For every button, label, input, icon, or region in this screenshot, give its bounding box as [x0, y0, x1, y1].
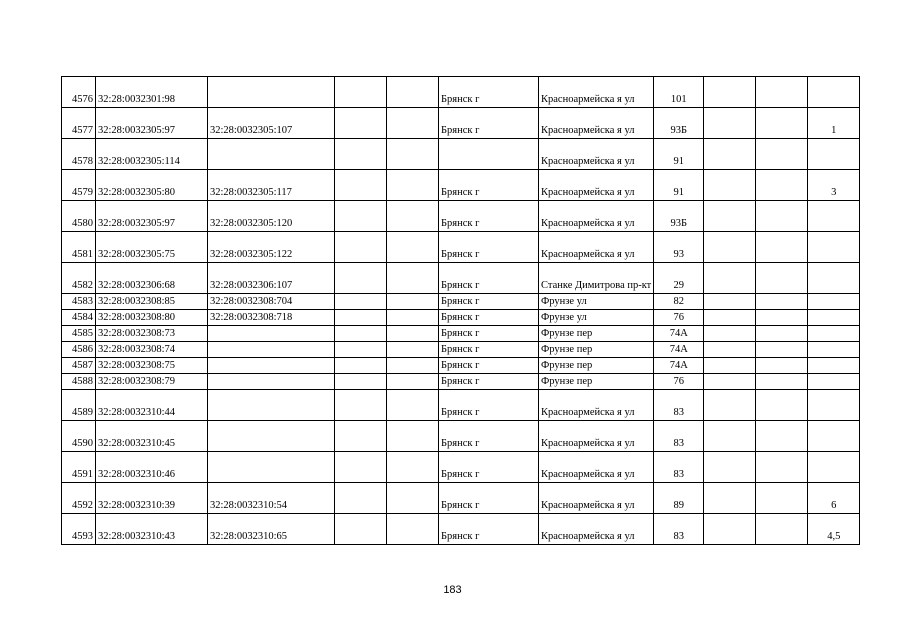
- city-cell: Брянск г: [439, 294, 539, 310]
- empty-cell: [335, 326, 387, 342]
- house-number-cell: 83: [654, 421, 704, 452]
- apartment-cell: [808, 77, 860, 108]
- empty-cell: [387, 77, 439, 108]
- house-number-cell: 74А: [654, 358, 704, 374]
- cadastral-number-cell: 32:28:0032308:74: [96, 342, 208, 358]
- table-row: [62, 232, 860, 263]
- empty-cell: [756, 390, 808, 421]
- empty-cell: [335, 294, 387, 310]
- house-number-cell: 76: [654, 374, 704, 390]
- empty-cell: [756, 139, 808, 170]
- related-cadastral-cell: 32:28:0032305:117: [208, 170, 335, 201]
- empty-cell: [387, 139, 439, 170]
- row-number-cell: 4578: [62, 139, 96, 170]
- cadastral-number-cell: 32:28:0032305:75: [96, 232, 208, 263]
- empty-cell: [335, 232, 387, 263]
- street-cell: Фрунзе пер: [539, 342, 654, 358]
- empty-cell: [387, 201, 439, 232]
- house-number-cell: 83: [654, 514, 704, 545]
- city-cell: Брянск г: [439, 514, 539, 545]
- cadastral-number-cell: 32:28:0032305:114: [96, 139, 208, 170]
- table-row: [62, 421, 860, 452]
- empty-cell: [704, 358, 756, 374]
- apartment-cell: [808, 310, 860, 326]
- row-number-cell: 4590: [62, 421, 96, 452]
- empty-cell: [704, 514, 756, 545]
- empty-cell: [704, 326, 756, 342]
- city-cell: Брянск г: [439, 77, 539, 108]
- apartment-cell: [808, 326, 860, 342]
- empty-cell: [704, 421, 756, 452]
- row-number-cell: 4577: [62, 108, 96, 139]
- empty-cell: [704, 263, 756, 294]
- empty-cell: [756, 232, 808, 263]
- cadastral-number-cell: 32:28:0032310:45: [96, 421, 208, 452]
- apartment-cell: [808, 201, 860, 232]
- row-number-cell: 4586: [62, 342, 96, 358]
- street-cell: Фрунзе ул: [539, 294, 654, 310]
- empty-cell: [704, 108, 756, 139]
- related-cadastral-cell: 32:28:0032305:120: [208, 201, 335, 232]
- city-cell: Брянск г: [439, 310, 539, 326]
- table-row: [62, 294, 860, 310]
- table-row: [62, 452, 860, 483]
- empty-cell: [335, 108, 387, 139]
- street-cell: Красноармейска я ул: [539, 201, 654, 232]
- city-cell: Брянск г: [439, 326, 539, 342]
- table-row: [62, 170, 860, 201]
- city-cell: [439, 139, 539, 170]
- related-cadastral-cell: [208, 139, 335, 170]
- table-body: [62, 77, 860, 545]
- empty-cell: [756, 294, 808, 310]
- house-number-cell: 74А: [654, 342, 704, 358]
- row-number-cell: 4583: [62, 294, 96, 310]
- row-number-cell: 4591: [62, 452, 96, 483]
- cadastral-number-cell: 32:28:0032308:73: [96, 326, 208, 342]
- cadastral-number-cell: 32:28:0032305:97: [96, 108, 208, 139]
- city-cell: Брянск г: [439, 358, 539, 374]
- empty-cell: [704, 201, 756, 232]
- empty-cell: [335, 342, 387, 358]
- apartment-cell: [808, 421, 860, 452]
- city-cell: Брянск г: [439, 452, 539, 483]
- table-row: [62, 483, 860, 514]
- empty-cell: [756, 326, 808, 342]
- row-number-cell: 4579: [62, 170, 96, 201]
- house-number-cell: 91: [654, 170, 704, 201]
- related-cadastral-cell: [208, 374, 335, 390]
- empty-cell: [335, 514, 387, 545]
- street-cell: Станке Димитрова пр-кт: [539, 263, 654, 294]
- table-row: [62, 263, 860, 294]
- city-cell: Брянск г: [439, 421, 539, 452]
- empty-cell: [756, 342, 808, 358]
- city-cell: Брянск г: [439, 263, 539, 294]
- apartment-cell: 6: [808, 483, 860, 514]
- apartment-cell: [808, 358, 860, 374]
- empty-cell: [387, 108, 439, 139]
- related-cadastral-cell: [208, 390, 335, 421]
- related-cadastral-cell: [208, 342, 335, 358]
- house-number-cell: 82: [654, 294, 704, 310]
- empty-cell: [756, 514, 808, 545]
- empty-cell: [335, 374, 387, 390]
- empty-cell: [335, 310, 387, 326]
- table-row: [62, 310, 860, 326]
- row-number-cell: 4581: [62, 232, 96, 263]
- house-number-cell: 76: [654, 310, 704, 326]
- empty-cell: [704, 170, 756, 201]
- related-cadastral-cell: [208, 358, 335, 374]
- empty-cell: [756, 77, 808, 108]
- cadastral-number-cell: 32:28:0032310:39: [96, 483, 208, 514]
- street-cell: Красноармейска я ул: [539, 452, 654, 483]
- house-number-cell: 29: [654, 263, 704, 294]
- apartment-cell: [808, 390, 860, 421]
- related-cadastral-cell: 32:28:0032310:54: [208, 483, 335, 514]
- row-number-cell: 4587: [62, 358, 96, 374]
- house-number-cell: 74А: [654, 326, 704, 342]
- city-cell: Брянск г: [439, 108, 539, 139]
- table-row: [62, 358, 860, 374]
- related-cadastral-cell: 32:28:0032308:704: [208, 294, 335, 310]
- cadastral-number-cell: 32:28:0032305:97: [96, 201, 208, 232]
- city-cell: Брянск г: [439, 483, 539, 514]
- empty-cell: [387, 310, 439, 326]
- table-row: [62, 514, 860, 545]
- street-cell: Красноармейска я ул: [539, 483, 654, 514]
- empty-cell: [756, 170, 808, 201]
- table-row: [62, 326, 860, 342]
- empty-cell: [756, 421, 808, 452]
- cadastral-number-cell: 32:28:0032308:80: [96, 310, 208, 326]
- empty-cell: [756, 310, 808, 326]
- table-row: [62, 201, 860, 232]
- empty-cell: [387, 326, 439, 342]
- city-cell: Брянск г: [439, 201, 539, 232]
- empty-cell: [335, 358, 387, 374]
- street-cell: Красноармейска я ул: [539, 77, 654, 108]
- apartment-cell: [808, 263, 860, 294]
- row-number-cell: 4589: [62, 390, 96, 421]
- row-number-cell: 4584: [62, 310, 96, 326]
- apartment-cell: [808, 294, 860, 310]
- empty-cell: [704, 374, 756, 390]
- related-cadastral-cell: 32:28:0032306:107: [208, 263, 335, 294]
- cadastral-number-cell: 32:28:0032308:79: [96, 374, 208, 390]
- empty-cell: [387, 170, 439, 201]
- empty-cell: [756, 358, 808, 374]
- street-cell: Красноармейска я ул: [539, 421, 654, 452]
- street-cell: Красноармейска я ул: [539, 514, 654, 545]
- cadastral-number-cell: 32:28:0032306:68: [96, 263, 208, 294]
- related-cadastral-cell: [208, 326, 335, 342]
- street-cell: Красноармейска я ул: [539, 390, 654, 421]
- empty-cell: [756, 108, 808, 139]
- apartment-cell: 3: [808, 170, 860, 201]
- apartment-cell: [808, 139, 860, 170]
- row-number-cell: 4592: [62, 483, 96, 514]
- house-number-cell: 91: [654, 139, 704, 170]
- empty-cell: [704, 390, 756, 421]
- empty-cell: [756, 452, 808, 483]
- empty-cell: [387, 374, 439, 390]
- empty-cell: [704, 139, 756, 170]
- row-number-cell: 4585: [62, 326, 96, 342]
- empty-cell: [335, 421, 387, 452]
- house-number-cell: 93: [654, 232, 704, 263]
- empty-cell: [756, 483, 808, 514]
- apartment-cell: 4,5: [808, 514, 860, 545]
- street-cell: Красноармейска я ул: [539, 139, 654, 170]
- empty-cell: [756, 201, 808, 232]
- empty-cell: [704, 232, 756, 263]
- empty-cell: [387, 294, 439, 310]
- cadastral-table: [61, 76, 860, 545]
- row-number-cell: 4576: [62, 77, 96, 108]
- table-row: [62, 390, 860, 421]
- related-cadastral-cell: 32:28:0032305:122: [208, 232, 335, 263]
- empty-cell: [387, 232, 439, 263]
- empty-cell: [335, 201, 387, 232]
- empty-cell: [387, 263, 439, 294]
- row-number-cell: 4588: [62, 374, 96, 390]
- related-cadastral-cell: 32:28:0032310:65: [208, 514, 335, 545]
- street-cell: Фрунзе ул: [539, 310, 654, 326]
- empty-cell: [387, 421, 439, 452]
- table-row: [62, 374, 860, 390]
- cadastral-number-cell: 32:28:0032301:98: [96, 77, 208, 108]
- city-cell: Брянск г: [439, 232, 539, 263]
- city-cell: Брянск г: [439, 170, 539, 201]
- empty-cell: [387, 483, 439, 514]
- row-number-cell: 4582: [62, 263, 96, 294]
- row-number-cell: 4593: [62, 514, 96, 545]
- empty-cell: [704, 294, 756, 310]
- table-row: [62, 108, 860, 139]
- apartment-cell: 1: [808, 108, 860, 139]
- empty-cell: [335, 170, 387, 201]
- row-number-cell: 4580: [62, 201, 96, 232]
- city-cell: Брянск г: [439, 390, 539, 421]
- house-number-cell: 89: [654, 483, 704, 514]
- empty-cell: [704, 77, 756, 108]
- cadastral-number-cell: 32:28:0032310:43: [96, 514, 208, 545]
- related-cadastral-cell: 32:28:0032305:107: [208, 108, 335, 139]
- empty-cell: [704, 483, 756, 514]
- apartment-cell: [808, 374, 860, 390]
- empty-cell: [756, 374, 808, 390]
- cadastral-number-cell: 32:28:0032308:85: [96, 294, 208, 310]
- house-number-cell: 93Б: [654, 201, 704, 232]
- table-row: [62, 139, 860, 170]
- empty-cell: [387, 452, 439, 483]
- empty-cell: [704, 452, 756, 483]
- related-cadastral-cell: [208, 77, 335, 108]
- related-cadastral-cell: [208, 421, 335, 452]
- empty-cell: [704, 342, 756, 358]
- empty-cell: [335, 452, 387, 483]
- house-number-cell: 93Б: [654, 108, 704, 139]
- empty-cell: [335, 390, 387, 421]
- house-number-cell: 83: [654, 452, 704, 483]
- city-cell: Брянск г: [439, 342, 539, 358]
- empty-cell: [335, 139, 387, 170]
- apartment-cell: [808, 342, 860, 358]
- table-row: [62, 77, 860, 108]
- related-cadastral-cell: 32:28:0032308:718: [208, 310, 335, 326]
- empty-cell: [387, 514, 439, 545]
- street-cell: Фрунзе пер: [539, 358, 654, 374]
- cadastral-number-cell: 32:28:0032310:46: [96, 452, 208, 483]
- cadastral-number-cell: 32:28:0032308:75: [96, 358, 208, 374]
- apartment-cell: [808, 232, 860, 263]
- cadastral-number-cell: 32:28:0032305:80: [96, 170, 208, 201]
- house-number-cell: 101: [654, 77, 704, 108]
- apartment-cell: [808, 452, 860, 483]
- empty-cell: [335, 77, 387, 108]
- empty-cell: [704, 310, 756, 326]
- empty-cell: [387, 358, 439, 374]
- street-cell: Фрунзе пер: [539, 374, 654, 390]
- empty-cell: [335, 263, 387, 294]
- street-cell: Фрунзе пер: [539, 326, 654, 342]
- city-cell: Брянск г: [439, 374, 539, 390]
- street-cell: Красноармейска я ул: [539, 170, 654, 201]
- table-row: [62, 342, 860, 358]
- street-cell: Красноармейска я ул: [539, 232, 654, 263]
- page-number: 183: [443, 584, 462, 596]
- empty-cell: [387, 390, 439, 421]
- house-number-cell: 83: [654, 390, 704, 421]
- empty-cell: [387, 342, 439, 358]
- empty-cell: [756, 263, 808, 294]
- empty-cell: [335, 483, 387, 514]
- street-cell: Красноармейска я ул: [539, 108, 654, 139]
- related-cadastral-cell: [208, 452, 335, 483]
- cadastral-number-cell: 32:28:0032310:44: [96, 390, 208, 421]
